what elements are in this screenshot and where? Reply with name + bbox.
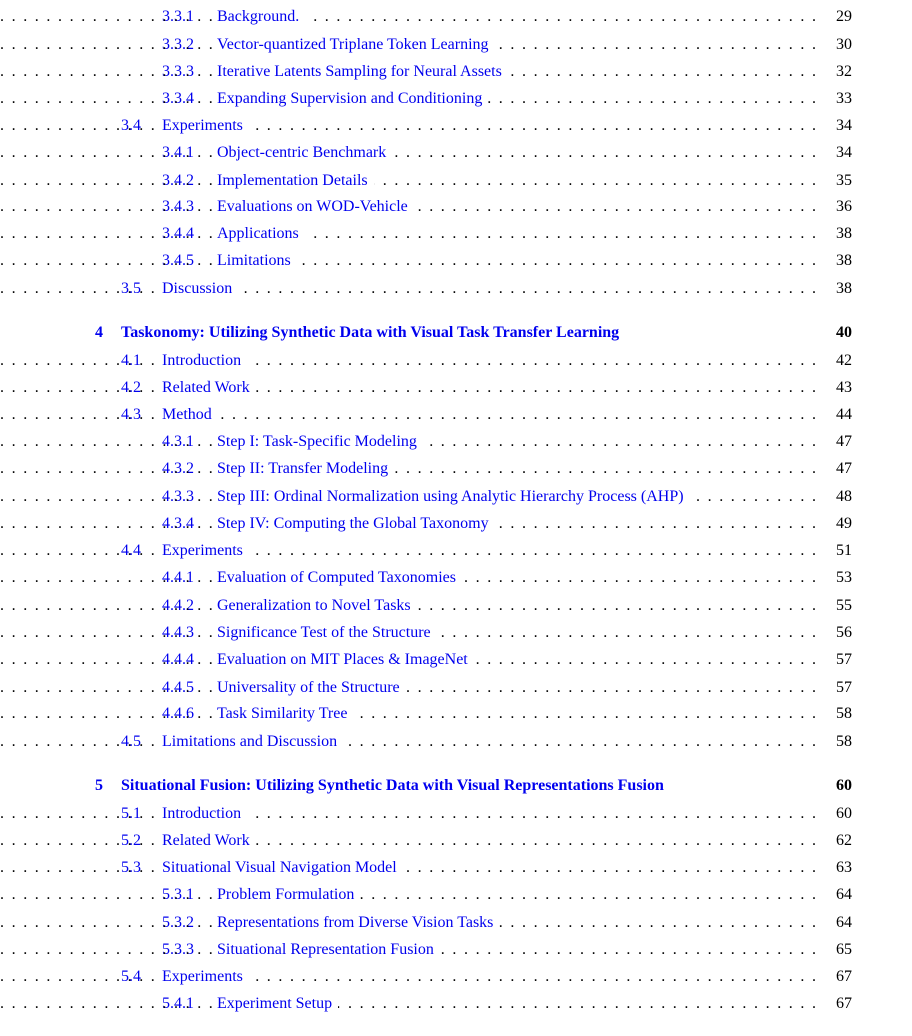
dot-leader [0,829,817,853]
toc-entry-page-number[interactable]: 47 [822,457,852,481]
dot-leader [0,802,817,826]
dot-leader [0,5,817,29]
toc-entry-title[interactable]: Iterative Latents Sampling for Neural Assets [217,60,508,84]
toc-section-entry[interactable] [0,539,912,563]
toc-entry-number[interactable]: 5.4 [121,968,141,985]
toc-chapter-entry[interactable] [0,321,912,345]
toc-section-entry[interactable] [0,594,912,618]
toc-entry-number[interactable]: 4.3.2 [162,460,194,477]
dot-leader [0,730,817,754]
toc-section-entry[interactable] [0,249,912,273]
toc-section-entry[interactable] [0,277,912,301]
toc-section-entry[interactable] [0,676,912,700]
toc-entry-title[interactable]: Problem Formulation [217,883,360,907]
toc-section-entry[interactable] [0,349,912,373]
toc-entry-title[interactable]: Evaluations on WOD-Vehicle [217,195,414,219]
toc-entry-title[interactable]: Generalization to Novel Tasks [217,594,417,618]
toc-entry-number[interactable]: 3.4.4 [162,225,194,242]
toc-section-entry[interactable] [0,33,912,57]
toc-section-entry[interactable] [0,169,912,193]
dot-leader [0,141,817,165]
dot-leader [0,403,817,427]
toc-entry-title[interactable]: Step IV: Computing the Global Taxonomy [217,512,495,536]
toc-entry-page-number[interactable]: 35 [822,169,852,193]
toc-entry-number[interactable]: 4.2 [121,379,141,396]
dot-leader [0,883,817,907]
dot-leader [0,376,817,400]
toc-entry-number[interactable]: 4.3 [121,406,141,423]
toc-entry-title[interactable]: Experiments [162,539,249,563]
toc-entry-title[interactable]: Applications [217,222,305,246]
toc-entry-page-number[interactable]: 36 [822,195,852,219]
toc-section-entry[interactable] [0,648,912,672]
toc-entry-page-number[interactable]: 53 [822,566,852,590]
toc-entry-page-number[interactable]: 40 [822,321,852,345]
dot-leader [0,457,817,481]
dot-leader [0,277,817,301]
toc-entry-number[interactable]: 5.3.3 [162,941,194,958]
toc-section-entry[interactable] [0,730,912,754]
toc-entry-title[interactable]: Universality of the Structure [217,676,406,700]
toc-entry-title[interactable]: Introduction [162,349,247,373]
toc-section-entry[interactable] [0,856,912,880]
toc-entry-page-number[interactable]: 67 [822,992,852,1016]
toc-entry-title[interactable]: Vector-quantized Triplane Token Learning [217,33,495,57]
toc-entry-number[interactable]: 4.3.1 [162,433,194,450]
toc-entry-number[interactable]: 4.4 [121,542,141,559]
toc-section-entry[interactable] [0,512,912,536]
dot-leader [0,114,817,138]
toc-entry-number[interactable]: 4.4.6 [162,705,194,722]
toc-entry-number[interactable]: 5 [95,777,103,794]
toc-entry-title[interactable]: Step II: Transfer Modeling [217,457,394,481]
toc-section-entry[interactable] [0,87,912,111]
toc-section-entry[interactable] [0,195,912,219]
toc-entry-title[interactable]: Situational Fusion: Utilizing Synthetic Data with Visual Representations Fusion [121,774,670,798]
toc-entry-number[interactable]: 5.3.2 [162,914,194,931]
toc-entry-number[interactable]: 4.4.3 [162,624,194,641]
toc-entry-number[interactable]: 3.4.2 [162,172,194,189]
toc-entry-page-number[interactable]: 30 [822,33,852,57]
toc-entry-page-number[interactable]: 63 [822,856,852,880]
toc-entry-number[interactable]: 3.4 [121,117,141,134]
toc-entry-title[interactable]: Representations from Diverse Vision Tasks [217,911,499,935]
dot-leader [0,856,817,880]
toc-entry-page-number[interactable]: 32 [822,60,852,84]
dot-leader [0,222,817,246]
toc-entry-number[interactable]: 3.3.4 [162,90,194,107]
toc-entry-page-number[interactable]: 57 [822,676,852,700]
toc-section-entry[interactable] [0,566,912,590]
toc-section-entry[interactable] [0,883,912,907]
toc-section-entry[interactable] [0,457,912,481]
toc-section-entry[interactable] [0,911,912,935]
toc-entry-page-number[interactable]: 48 [822,485,852,509]
toc-section-entry[interactable] [0,114,912,138]
toc-entry-title[interactable]: Related Work [162,829,256,853]
toc-section-entry[interactable] [0,376,912,400]
toc-entry-number[interactable]: 4.4.1 [162,569,194,586]
toc-section-entry[interactable] [0,222,912,246]
toc-chapter-entry[interactable] [0,774,912,798]
toc-entry-title[interactable]: Implementation Details [217,169,374,193]
toc-section-entry[interactable] [0,992,912,1016]
toc-entry-title[interactable]: Method [162,403,218,427]
toc-entry-page-number[interactable]: 34 [822,114,852,138]
toc-section-entry[interactable] [0,621,912,645]
toc-entry-page-number[interactable]: 33 [822,87,852,111]
toc-entry-number[interactable]: 5.3 [121,859,141,876]
dot-leader [0,169,817,193]
toc-section-entry[interactable] [0,802,912,826]
toc-section-entry[interactable] [0,403,912,427]
toc-entry-number[interactable]: 3.3.2 [162,36,194,53]
toc-entry-page-number[interactable]: 62 [822,829,852,853]
dot-leader [0,992,817,1016]
toc-entry-page-number[interactable]: 58 [822,702,852,726]
toc-section-entry[interactable] [0,141,912,165]
toc-entry-number[interactable]: 4.1 [121,352,141,369]
toc-entry-page-number[interactable]: 60 [822,802,852,826]
toc-section-entry[interactable] [0,829,912,853]
toc-entry-title[interactable]: Introduction [162,802,247,826]
toc-entry-page-number[interactable]: 43 [822,376,852,400]
toc-entry-title[interactable]: Evaluation of Computed Taxonomies [217,566,462,590]
dot-leader [0,539,817,563]
toc-entry-title[interactable]: Discussion [162,277,238,301]
toc-entry-title[interactable]: Limitations [217,249,297,273]
toc-entry-number[interactable]: 3.4.1 [162,144,194,161]
toc-entry-title[interactable]: Limitations and Discussion [162,730,343,754]
toc-entry-number[interactable]: 5.4.1 [162,995,194,1012]
toc-entry-title[interactable]: Situational Visual Navigation Model [162,856,403,880]
toc-entry-number[interactable]: 3.3.3 [162,63,194,80]
toc-entry-page-number[interactable]: 64 [822,883,852,907]
toc-entry-title[interactable]: Background. [217,5,305,29]
toc-entry-page-number[interactable]: 55 [822,594,852,618]
toc-section-entry[interactable] [0,702,912,726]
toc-entry-number[interactable]: 4.4.5 [162,679,194,696]
toc-entry-title[interactable]: Related Work [162,376,256,400]
toc-entry-page-number[interactable]: 49 [822,512,852,536]
dot-leader [0,349,817,373]
toc-entry-number[interactable]: 5.2 [121,832,141,849]
toc-entry-number[interactable]: 3.4.5 [162,252,194,269]
toc-entry-number[interactable]: 5.1 [121,805,141,822]
toc-entry-title[interactable]: Step III: Ordinal Normalization using Analytic Hierarchy Process (AHP) [217,485,690,509]
toc-entry-title[interactable]: Experiment Setup [217,992,338,1016]
toc-entry-page-number[interactable]: 38 [822,277,852,301]
toc-entry-page-number[interactable]: 29 [822,5,852,29]
toc-entry-title[interactable]: Step I: Task-Specific Modeling [217,430,423,454]
toc-entry-number[interactable]: 4.4.4 [162,651,194,668]
dot-leader [0,676,817,700]
toc-entry-page-number[interactable]: 44 [822,403,852,427]
toc-entry-title[interactable]: Situational Representation Fusion [217,938,440,962]
toc-entry-title[interactable]: Experiments [162,114,249,138]
toc-entry-title[interactable]: Evaluation on MIT Places & ImageNet [217,648,474,672]
toc-entry-page-number[interactable]: 51 [822,539,852,563]
toc-section-entry[interactable] [0,965,912,989]
toc-entry-title[interactable]: Experiments [162,965,249,989]
toc-entry-number[interactable]: 4.5 [121,733,141,750]
toc-entry-page-number[interactable]: 67 [822,965,852,989]
toc-entry-title[interactable]: Taskonomy: Utilizing Synthetic Data with Visual Task Transfer Learning [121,321,625,345]
toc-entry-number[interactable]: 4.3.3 [162,488,194,505]
toc-entry-page-number[interactable]: 38 [822,222,852,246]
toc-entry-title[interactable]: Task Similarity Tree [217,702,353,726]
toc-entry-number[interactable]: 4 [95,324,103,341]
toc-entry-page-number[interactable]: 64 [822,911,852,935]
toc-entry-number[interactable]: 3.3.1 [162,8,194,25]
toc-entry-page-number[interactable]: 65 [822,938,852,962]
toc-entry-page-number[interactable]: 47 [822,430,852,454]
toc-entry-page-number[interactable]: 56 [822,621,852,645]
toc-entry-title[interactable]: Object-centric Benchmark [217,141,392,165]
toc-entry-title[interactable]: Significance Test of the Structure [217,621,437,645]
toc-section-entry[interactable] [0,430,912,454]
dot-leader [0,702,817,726]
toc-entry-title[interactable]: Expanding Supervision and Conditioning [217,87,488,111]
toc-section-entry[interactable] [0,485,912,509]
toc-entry-page-number[interactable]: 57 [822,648,852,672]
dot-leader [0,965,817,989]
dot-leader [0,249,817,273]
toc-entry-number[interactable]: 3.5 [121,280,141,297]
toc-entry-number[interactable]: 3.4.3 [162,198,194,215]
toc-entry-number[interactable]: 5.3.1 [162,886,194,903]
toc-entry-number[interactable]: 4.3.4 [162,515,194,532]
toc-entry-page-number[interactable]: 60 [822,774,852,798]
toc-entry-number[interactable]: 4.4.2 [162,597,194,614]
toc-entry-page-number[interactable]: 38 [822,249,852,273]
toc-entry-page-number[interactable]: 42 [822,349,852,373]
toc-section-entry[interactable] [0,938,912,962]
toc-section-entry[interactable] [0,60,912,84]
toc-section-entry[interactable] [0,5,912,29]
toc-entry-page-number[interactable]: 34 [822,141,852,165]
toc-entry-page-number[interactable]: 58 [822,730,852,754]
